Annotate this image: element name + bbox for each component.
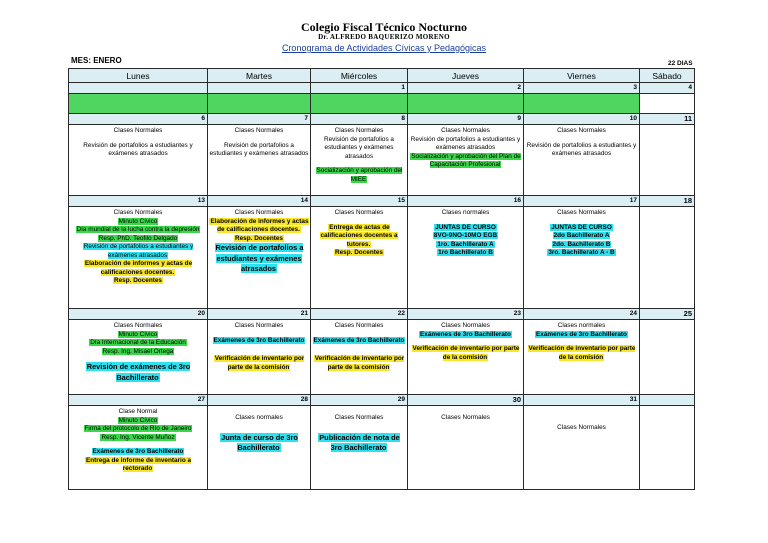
saturday-cell bbox=[640, 207, 695, 309]
week-row bbox=[69, 94, 695, 114]
week-row bbox=[69, 125, 695, 196]
day-cell bbox=[69, 320, 208, 395]
activity-text: Clases normales bbox=[441, 209, 490, 216]
holiday-cell bbox=[311, 94, 408, 114]
highlight-cyan: 8VO-9NO-10MO EGB bbox=[433, 232, 498, 239]
highlight-green: Minuto Cívico bbox=[118, 416, 158, 424]
highlight-green: Día Internacional de la Educación bbox=[90, 339, 186, 346]
activity-text: Clases Normales bbox=[334, 209, 384, 216]
activity-text: Revisión de portafolios a estudiantes y exámenes atrasados bbox=[83, 141, 193, 157]
day-number: 4 bbox=[640, 83, 695, 94]
day-number: 21 bbox=[208, 309, 311, 320]
highlight-green: Resp. Ing. Vicente Muñoz bbox=[101, 433, 175, 441]
calendar-title: Cronograma de Actividades Cívicas y Pedagógicas bbox=[281, 43, 487, 53]
activity-text: Clases Normales bbox=[234, 127, 284, 134]
highlight-yellow: Verificación de inventario por parte de la comisión bbox=[528, 345, 636, 361]
weekday-header: Sábado bbox=[640, 69, 695, 83]
highlight-cyan: Exámenes de 3ro Bachillerato bbox=[536, 330, 627, 338]
day-number: 27 bbox=[69, 395, 208, 406]
highlight-yellow: Verificación de inventario por parte de la comisión bbox=[314, 355, 405, 371]
month-label: MES: ENERO bbox=[71, 56, 122, 65]
highlight-cyan: Publicación de nota de 3ro Bachillerato bbox=[319, 432, 400, 452]
highlight-green: Día mundial de la lucha contra la depresión bbox=[76, 226, 200, 233]
activity-text: Clases Normales bbox=[334, 414, 384, 421]
day-cell bbox=[69, 125, 208, 196]
activity-text: Revisión de portafolios a estudiantes y exámenes atrasados bbox=[410, 135, 521, 151]
activity-text: Revisión de portafolios a estudiantes y exámenes atrasados bbox=[526, 141, 637, 157]
day-number: 16 bbox=[408, 196, 524, 207]
day-number-row bbox=[69, 114, 695, 125]
highlight-green: Minuto Cívico bbox=[118, 217, 158, 225]
highlight-cyan: 1ro. Bachillerato A bbox=[437, 240, 494, 248]
highlight-cyan: 2do Bachillerato A bbox=[553, 232, 610, 239]
activity-text: Revisión de portafolios a estudiantes y exámenes atrasados bbox=[209, 141, 309, 157]
calendar-table bbox=[68, 68, 695, 490]
saturday-cell bbox=[640, 125, 695, 196]
day-number: 18 bbox=[640, 196, 695, 207]
day-number: 25 bbox=[640, 309, 695, 320]
day-cell bbox=[311, 125, 408, 196]
day-cell bbox=[408, 125, 524, 196]
activity-text: Clases Normales bbox=[113, 127, 163, 134]
highlight-cyan: 3ro. Bachillerato A - B bbox=[548, 249, 615, 256]
day-number: 13 bbox=[69, 196, 208, 207]
highlight-green: Socialización y aprobación del Plan de Capacitación Profesional bbox=[411, 152, 521, 168]
activity-text: Revisión de portafolios a estudiantes y exámenes atrasados bbox=[324, 135, 394, 160]
day-number: 11 bbox=[640, 114, 695, 125]
highlight-cyan: Revisión de portafolios a estudiantes y exámenes atrasados bbox=[215, 243, 304, 273]
day-cell bbox=[311, 406, 408, 490]
activity-text: Clases Normales bbox=[557, 127, 606, 134]
day-number: 30 bbox=[408, 395, 524, 406]
weekday-header: Jueves bbox=[408, 69, 524, 83]
highlight-green: Resp. Ing. Misael Ortega bbox=[102, 347, 174, 355]
day-number: 2 bbox=[408, 83, 524, 94]
activity-text: Clases Normales bbox=[441, 322, 490, 329]
highlight-cyan: Exámenes de 3ro Bachillerato bbox=[420, 330, 511, 338]
day-cell bbox=[408, 207, 524, 309]
activity-text: Clases Normales bbox=[441, 414, 490, 421]
day-number: 8 bbox=[311, 114, 408, 125]
activity-text: Clase Normal bbox=[118, 408, 158, 415]
day-number: 3 bbox=[524, 83, 640, 94]
weekday-header-row bbox=[69, 69, 695, 83]
day-number: 1 bbox=[311, 83, 408, 94]
holiday-cell bbox=[69, 94, 208, 114]
day-cell bbox=[524, 320, 640, 395]
highlight-yellow: Resp. Docentes bbox=[114, 277, 162, 284]
day-number: 29 bbox=[311, 395, 408, 406]
day-cell bbox=[311, 207, 408, 309]
highlight-yellow: Resp. Docentes bbox=[235, 234, 283, 242]
day-number: 22 bbox=[311, 309, 408, 320]
day-cell bbox=[69, 406, 208, 490]
day-number: 31 bbox=[524, 395, 640, 406]
day-number: 7 bbox=[208, 114, 311, 125]
weekday-header: Miércoles bbox=[311, 69, 408, 83]
highlight-cyan: Exámenes de 3ro Bachillerato bbox=[313, 336, 405, 344]
day-cell bbox=[208, 406, 311, 490]
holiday-cell bbox=[208, 94, 311, 114]
day-number bbox=[640, 395, 695, 406]
day-cell bbox=[208, 125, 311, 196]
school-subtitle: Dr. ALFREDO BAQUERIZO MORENO bbox=[318, 33, 450, 41]
highlight-yellow: Entrega de informe de inventario a rectorado bbox=[85, 456, 192, 472]
highlight-cyan: Revisión de exámenes de 3ro Bachillerato bbox=[86, 362, 191, 382]
highlight-cyan: Junta de curso de 3ro Bachillerato bbox=[221, 432, 298, 452]
day-cell bbox=[524, 125, 640, 196]
saturday-cell bbox=[640, 94, 695, 114]
day-cell bbox=[69, 207, 208, 309]
day-number: 6 bbox=[69, 114, 208, 125]
highlight-cyan: 1ro Bachillerato B bbox=[438, 249, 493, 256]
highlight-green: Resp. PhD. Teofilo Delgado bbox=[98, 234, 178, 242]
holiday-cell bbox=[408, 94, 524, 114]
highlight-cyan: Revisión de portafolios a estudiantes y exámenes atrasados bbox=[83, 243, 194, 259]
day-number: 23 bbox=[408, 309, 524, 320]
day-cell bbox=[208, 320, 311, 395]
day-number: 28 bbox=[208, 395, 311, 406]
highlight-yellow: Resp. Docentes bbox=[335, 249, 383, 256]
day-number: 14 bbox=[208, 196, 311, 207]
week-row bbox=[69, 406, 695, 490]
activity-text: Clases Normales bbox=[557, 424, 606, 431]
highlight-yellow: Elaboración de informes y actas de calificaciones docentes. bbox=[210, 217, 309, 233]
activity-text: Clases Normales bbox=[234, 209, 284, 216]
saturday-cell bbox=[640, 406, 695, 490]
activity-text: Clases Normales bbox=[441, 127, 490, 134]
activity-text: Clases Normales bbox=[334, 322, 384, 329]
activity-text: Clases Normales bbox=[234, 322, 284, 329]
day-cell bbox=[408, 406, 524, 490]
day-cell bbox=[208, 207, 311, 309]
day-number-row bbox=[69, 309, 695, 320]
highlight-cyan: JUNTAS DE CURSO bbox=[551, 223, 612, 231]
highlight-cyan: Exámenes de 3ro Bachillerato bbox=[213, 336, 305, 344]
school-title: Colegio Fiscal Técnico Nocturno bbox=[300, 20, 468, 34]
day-number: 9 bbox=[408, 114, 524, 125]
day-number: 17 bbox=[524, 196, 640, 207]
day-number: 24 bbox=[524, 309, 640, 320]
highlight-yellow: Elaboración de informes y actas de calificaciones docentes. bbox=[84, 260, 193, 276]
highlight-yellow: Verificación de inventario por parte de la comisión bbox=[412, 345, 520, 361]
activity-text: Clases Normales bbox=[557, 209, 606, 216]
day-number: 15 bbox=[311, 196, 408, 207]
day-cell bbox=[524, 207, 640, 309]
day-cell bbox=[524, 406, 640, 490]
day-cell bbox=[408, 320, 524, 395]
week-row bbox=[69, 207, 695, 309]
highlight-cyan: 2do. Bachillerato B bbox=[552, 240, 611, 248]
highlight-cyan: JUNTAS DE CURSO bbox=[435, 223, 496, 231]
highlight-green: Minuto Cívico bbox=[118, 330, 158, 338]
day-cell bbox=[311, 320, 408, 395]
activity-text: Clases Normales bbox=[334, 127, 384, 134]
highlight-yellow: Entrega de actas de calificaciones docentes a tutores. bbox=[320, 223, 398, 248]
saturday-cell bbox=[640, 320, 695, 395]
days-count: 22 DIAS bbox=[668, 60, 693, 67]
day-number-row bbox=[69, 83, 695, 94]
weekday-header: Viernes bbox=[524, 69, 640, 83]
day-number bbox=[208, 83, 311, 94]
day-number bbox=[69, 83, 208, 94]
activity-text: Clases normales bbox=[557, 322, 606, 329]
activity-text: Clases Normales bbox=[113, 322, 163, 329]
activity-text: Clases Normales bbox=[113, 209, 163, 216]
highlight-cyan: Exámenes de 3ro Bachillerato bbox=[92, 448, 184, 455]
activity-text: Clases normales bbox=[235, 414, 283, 421]
holiday-cell bbox=[524, 94, 640, 114]
highlight-yellow: Verificación de inventario por parte de la comisión bbox=[214, 355, 305, 371]
day-number: 10 bbox=[524, 114, 640, 125]
day-number-row bbox=[69, 395, 695, 406]
day-number-row bbox=[69, 196, 695, 207]
highlight-green: Socialización y aprobación del MIEE bbox=[316, 167, 403, 183]
week-row bbox=[69, 320, 695, 395]
highlight-green: Firma del protocolo de Río de Janeiro bbox=[84, 425, 192, 432]
weekday-header: Martes bbox=[208, 69, 311, 83]
day-number: 20 bbox=[69, 309, 208, 320]
weekday-header: Lunes bbox=[69, 69, 208, 83]
